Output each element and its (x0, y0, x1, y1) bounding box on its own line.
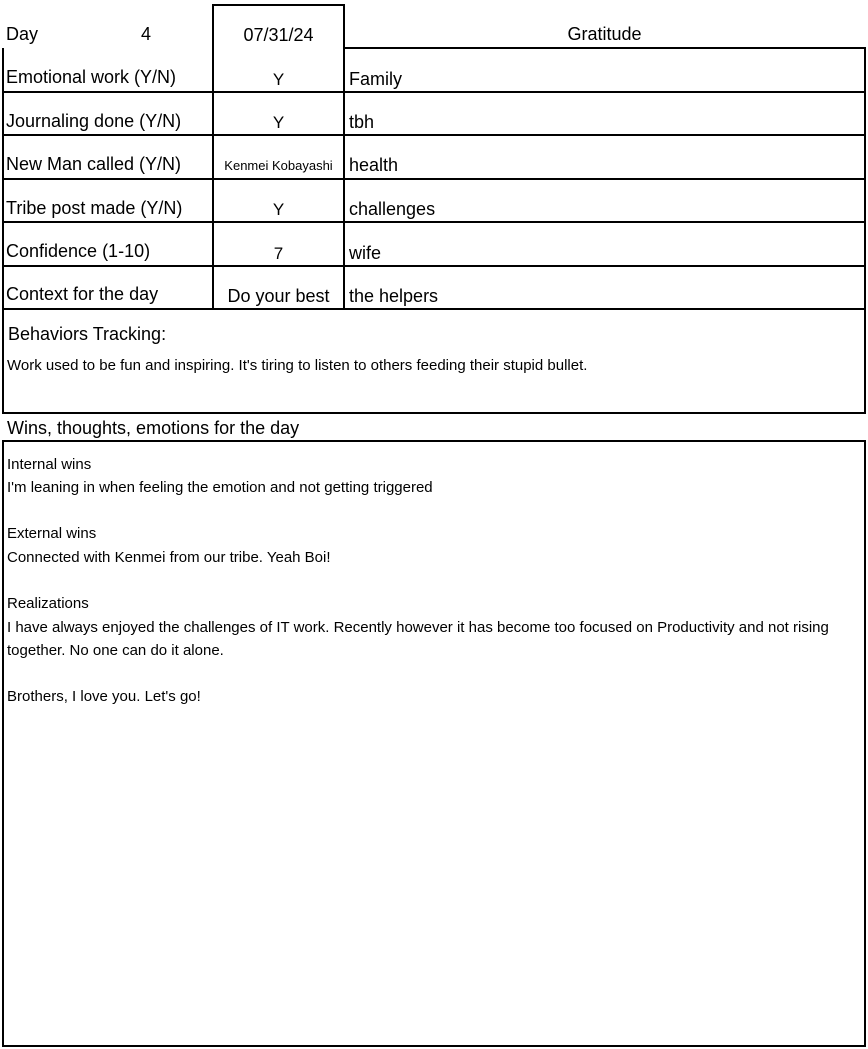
grid-line (212, 4, 345, 6)
grid-line (2, 265, 866, 267)
row-value: Do your best (227, 286, 330, 306)
behaviors-heading: Behaviors Tracking: (8, 324, 167, 344)
grid-line (2, 440, 4, 1047)
gratitude-item: health (349, 155, 399, 175)
grid-line (2, 440, 866, 442)
day-label: Day (6, 24, 39, 44)
closing-text: Brothers, I love you. Let's go! (7, 688, 201, 705)
gratitude-item: challenges (349, 199, 436, 219)
row-label: New Man called (Y/N) (6, 154, 182, 174)
internal-wins-title: Internal wins (7, 456, 92, 473)
gratitude-heading: Gratitude (567, 24, 642, 44)
row-label: Confidence (1-10) (6, 241, 151, 261)
grid-line (2, 221, 866, 223)
gratitude-item: Family (349, 69, 402, 89)
wins-heading: Wins, thoughts, emotions for the day (7, 418, 300, 438)
grid-line (2, 48, 4, 414)
row-value: Y (272, 70, 285, 89)
row-value: Kenmei Kobayashi (224, 158, 333, 173)
internal-wins-text: I'm leaning in when feeling the emotion and not getting triggered (7, 479, 433, 496)
external-wins-text: Connected with Kenmei from our tribe. Yeah Boi! (7, 549, 331, 566)
grid-line (864, 47, 866, 414)
row-label: Emotional work (Y/N) (6, 67, 177, 87)
row-value: Y (272, 200, 285, 219)
realizations-text: I have always enjoyed the challenges of IT work. Recently however it has become too focused on Productivity and not rising together. No one can do it alone. (7, 619, 829, 659)
grid-line (2, 91, 866, 93)
grid-line (343, 47, 866, 49)
day-number: 4 (141, 24, 152, 44)
grid-line (2, 308, 866, 310)
row-value: Y (272, 113, 285, 132)
realizations-title: Realizations (7, 595, 89, 612)
gratitude-item: the helpers (349, 286, 439, 306)
row-label: Context for the day (6, 284, 159, 304)
row-value: 7 (273, 244, 284, 263)
external-wins-title: External wins (7, 525, 97, 542)
date-cell: 07/31/24 (243, 25, 314, 45)
gratitude-item: tbh (349, 112, 375, 132)
grid-line (2, 412, 866, 414)
grid-line (864, 440, 866, 1047)
grid-line (2, 134, 866, 136)
row-label: Tribe post made (Y/N) (6, 198, 183, 218)
grid-line (343, 4, 345, 309)
gratitude-item: wife (349, 243, 382, 263)
grid-line (2, 1045, 866, 1047)
behaviors-text: Work used to be fun and inspiring. It's tiring to listen to others feeding their stupid bullet. (7, 357, 588, 374)
grid-line (2, 178, 866, 180)
row-label: Journaling done (Y/N) (6, 111, 182, 131)
